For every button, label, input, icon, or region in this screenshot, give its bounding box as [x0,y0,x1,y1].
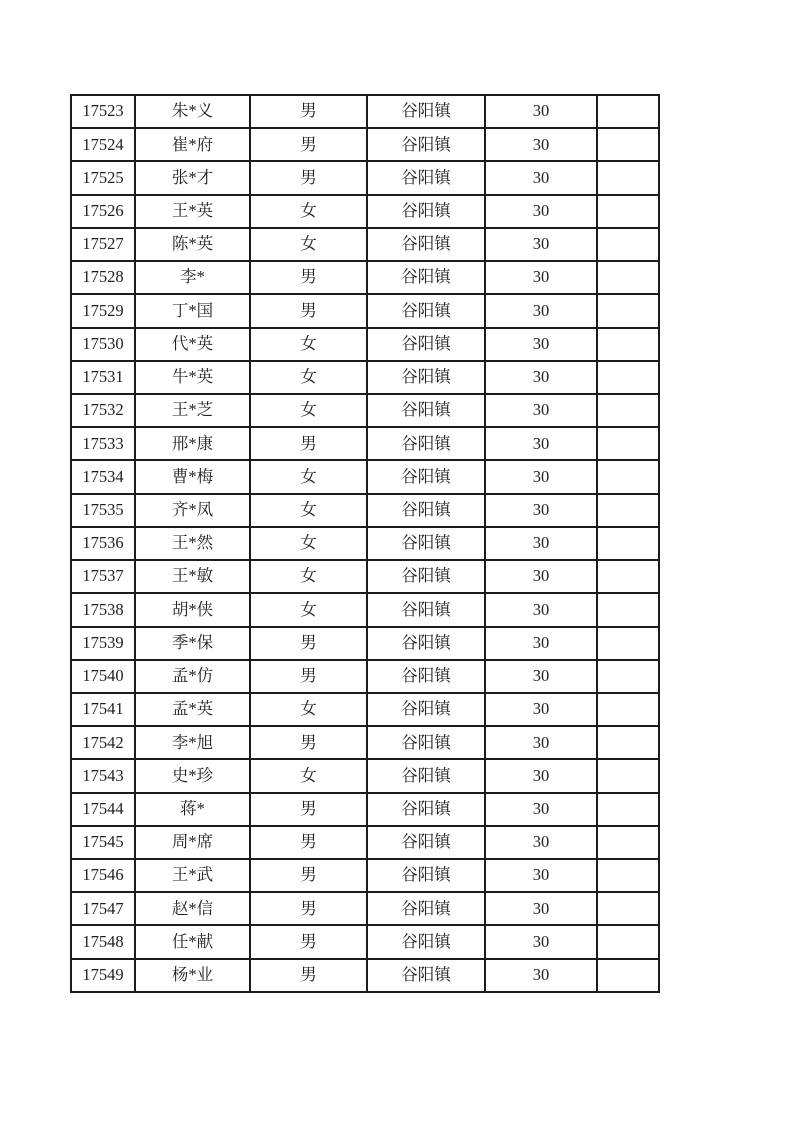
cell-amount: 30 [485,925,597,958]
cell-name: 代*英 [135,328,250,361]
cell-town: 谷阳镇 [367,328,485,361]
cell-name: 邢*康 [135,427,250,460]
cell-blank [597,826,659,859]
cell-gender: 女 [250,527,367,560]
cell-blank [597,693,659,726]
cell-amount: 30 [485,128,597,161]
cell-town: 谷阳镇 [367,726,485,759]
cell-town: 谷阳镇 [367,394,485,427]
table-row [71,294,659,327]
cell-id: 17523 [71,95,135,128]
cell-blank [597,460,659,493]
cell-blank [597,195,659,228]
cell-town: 谷阳镇 [367,959,485,992]
cell-amount: 30 [485,494,597,527]
cell-amount: 30 [485,527,597,560]
cell-id: 17536 [71,527,135,560]
cell-blank [597,793,659,826]
cell-gender: 男 [250,826,367,859]
table-row [71,660,659,693]
table-row [71,494,659,527]
cell-name: 王*芝 [135,394,250,427]
cell-id: 17531 [71,361,135,394]
cell-id: 17532 [71,394,135,427]
cell-name: 蒋* [135,793,250,826]
cell-id: 17530 [71,328,135,361]
cell-id: 17538 [71,593,135,626]
table-row [71,394,659,427]
table-row [71,261,659,294]
cell-id: 17546 [71,859,135,892]
cell-town: 谷阳镇 [367,261,485,294]
table-row [71,759,659,792]
cell-gender: 女 [250,494,367,527]
cell-town: 谷阳镇 [367,627,485,660]
cell-gender: 女 [250,759,367,792]
cell-amount: 30 [485,660,597,693]
cell-amount: 30 [485,195,597,228]
cell-blank [597,394,659,427]
cell-id: 17537 [71,560,135,593]
cell-gender: 男 [250,627,367,660]
table-row [71,527,659,560]
cell-gender: 男 [250,892,367,925]
cell-name: 崔*府 [135,128,250,161]
table-row [71,128,659,161]
table-row [71,593,659,626]
cell-id: 17534 [71,460,135,493]
cell-name: 任*献 [135,925,250,958]
cell-gender: 男 [250,95,367,128]
cell-gender: 男 [250,793,367,826]
table-row [71,161,659,194]
cell-amount: 30 [485,95,597,128]
cell-gender: 女 [250,328,367,361]
cell-town: 谷阳镇 [367,494,485,527]
cell-amount: 30 [485,593,597,626]
cell-town: 谷阳镇 [367,660,485,693]
cell-id: 17549 [71,959,135,992]
cell-amount: 30 [485,959,597,992]
table-row [71,793,659,826]
cell-id: 17528 [71,261,135,294]
cell-blank [597,593,659,626]
cell-gender: 男 [250,427,367,460]
cell-gender: 女 [250,560,367,593]
cell-id: 17527 [71,228,135,261]
cell-blank [597,328,659,361]
cell-name: 周*席 [135,826,250,859]
cell-name: 王*英 [135,195,250,228]
cell-name: 杨*业 [135,959,250,992]
cell-gender: 男 [250,294,367,327]
cell-amount: 30 [485,560,597,593]
roster-table [70,94,660,993]
cell-id: 17548 [71,925,135,958]
cell-town: 谷阳镇 [367,128,485,161]
cell-town: 谷阳镇 [367,826,485,859]
cell-blank [597,527,659,560]
cell-town: 谷阳镇 [367,361,485,394]
table-row [71,361,659,394]
cell-amount: 30 [485,892,597,925]
cell-blank [597,759,659,792]
cell-blank [597,261,659,294]
cell-amount: 30 [485,361,597,394]
cell-blank [597,925,659,958]
table-row [71,228,659,261]
cell-id: 17542 [71,726,135,759]
cell-blank [597,560,659,593]
table-row [71,693,659,726]
cell-name: 朱*义 [135,95,250,128]
cell-town: 谷阳镇 [367,195,485,228]
cell-town: 谷阳镇 [367,793,485,826]
cell-blank [597,494,659,527]
cell-gender: 男 [250,959,367,992]
table-row [71,726,659,759]
cell-gender: 女 [250,195,367,228]
cell-blank [597,627,659,660]
cell-town: 谷阳镇 [367,859,485,892]
cell-town: 谷阳镇 [367,693,485,726]
cell-gender: 女 [250,693,367,726]
cell-gender: 男 [250,859,367,892]
cell-id: 17541 [71,693,135,726]
cell-gender: 男 [250,128,367,161]
cell-town: 谷阳镇 [367,925,485,958]
table-row [71,95,659,128]
cell-name: 曹*梅 [135,460,250,493]
cell-blank [597,892,659,925]
cell-amount: 30 [485,460,597,493]
cell-amount: 30 [485,294,597,327]
cell-blank [597,959,659,992]
table-row [71,427,659,460]
cell-gender: 男 [250,261,367,294]
cell-town: 谷阳镇 [367,593,485,626]
cell-name: 丁*国 [135,294,250,327]
cell-name: 胡*侠 [135,593,250,626]
cell-name: 王*武 [135,859,250,892]
cell-name: 孟*英 [135,693,250,726]
cell-id: 17535 [71,494,135,527]
cell-town: 谷阳镇 [367,892,485,925]
cell-blank [597,95,659,128]
cell-town: 谷阳镇 [367,759,485,792]
cell-blank [597,228,659,261]
cell-blank [597,660,659,693]
cell-gender: 男 [250,660,367,693]
table-row [71,892,659,925]
cell-town: 谷阳镇 [367,95,485,128]
cell-id: 17540 [71,660,135,693]
cell-amount: 30 [485,693,597,726]
cell-amount: 30 [485,793,597,826]
cell-name: 王*敏 [135,560,250,593]
cell-name: 牛*英 [135,361,250,394]
cell-gender: 女 [250,460,367,493]
cell-name: 齐*凤 [135,494,250,527]
table-row [71,195,659,228]
cell-blank [597,427,659,460]
cell-amount: 30 [485,328,597,361]
table-row [71,826,659,859]
cell-gender: 男 [250,161,367,194]
cell-amount: 30 [485,759,597,792]
table-row [71,560,659,593]
cell-gender: 女 [250,361,367,394]
cell-name: 李*旭 [135,726,250,759]
table-row [71,925,659,958]
cell-gender: 男 [250,925,367,958]
cell-amount: 30 [485,161,597,194]
table-row [71,460,659,493]
cell-blank [597,726,659,759]
cell-town: 谷阳镇 [367,527,485,560]
table-row [71,328,659,361]
cell-id: 17529 [71,294,135,327]
cell-gender: 女 [250,228,367,261]
roster-body [71,95,659,992]
cell-name: 赵*信 [135,892,250,925]
cell-town: 谷阳镇 [367,427,485,460]
cell-amount: 30 [485,427,597,460]
cell-name: 李* [135,261,250,294]
cell-town: 谷阳镇 [367,560,485,593]
cell-id: 17539 [71,627,135,660]
cell-name: 史*珍 [135,759,250,792]
cell-id: 17524 [71,128,135,161]
cell-amount: 30 [485,394,597,427]
cell-gender: 女 [250,394,367,427]
cell-id: 17543 [71,759,135,792]
cell-id: 17533 [71,427,135,460]
cell-amount: 30 [485,627,597,660]
cell-blank [597,361,659,394]
cell-name: 张*才 [135,161,250,194]
cell-blank [597,859,659,892]
cell-amount: 30 [485,826,597,859]
table-row [71,959,659,992]
cell-amount: 30 [485,228,597,261]
cell-blank [597,128,659,161]
cell-name: 季*保 [135,627,250,660]
cell-id: 17544 [71,793,135,826]
cell-amount: 30 [485,726,597,759]
cell-amount: 30 [485,261,597,294]
cell-id: 17547 [71,892,135,925]
cell-gender: 女 [250,593,367,626]
cell-blank [597,294,659,327]
cell-town: 谷阳镇 [367,294,485,327]
cell-id: 17525 [71,161,135,194]
cell-amount: 30 [485,859,597,892]
cell-id: 17545 [71,826,135,859]
cell-gender: 男 [250,726,367,759]
cell-town: 谷阳镇 [367,228,485,261]
cell-town: 谷阳镇 [367,161,485,194]
cell-name: 陈*英 [135,228,250,261]
table-row [71,859,659,892]
cell-town: 谷阳镇 [367,460,485,493]
cell-name: 孟*仿 [135,660,250,693]
cell-name: 王*然 [135,527,250,560]
cell-id: 17526 [71,195,135,228]
cell-blank [597,161,659,194]
table-row [71,627,659,660]
